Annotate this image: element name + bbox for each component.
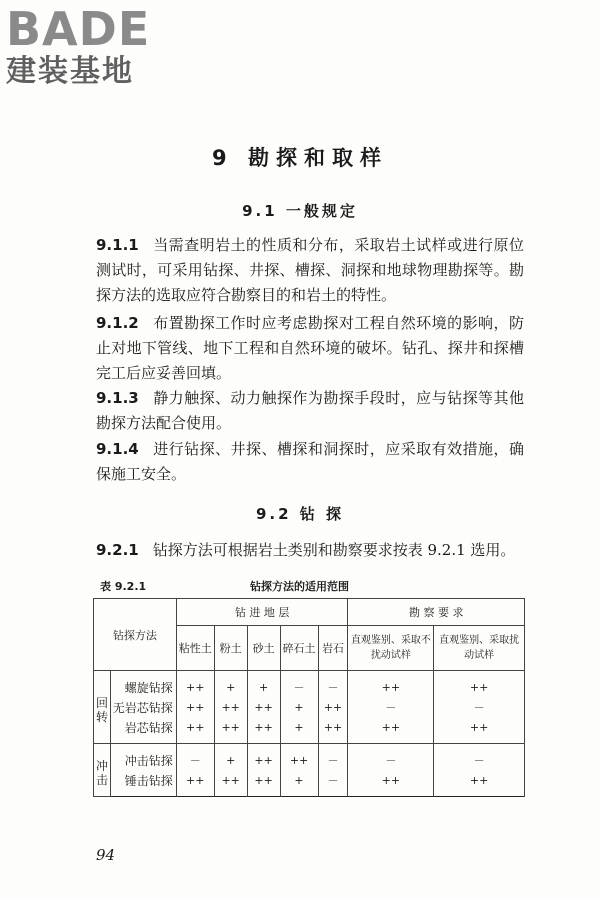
table-cell: ++ <box>176 697 214 717</box>
table-cell: ++ <box>247 770 280 797</box>
method-name: 无岩芯钻探 <box>110 697 176 717</box>
clause-text: 布置勘探工作时应考虑勘探对工程自然环境的影响，防止对地下管线、地下工程和自然环境的破坏。钻孔、探井和探槽完工后应妥善回填。 <box>96 314 524 382</box>
table-cell: ++ <box>348 770 434 797</box>
header-method: 钻探方法 <box>94 599 177 671</box>
clause-number: 9.1.3 <box>96 389 139 407</box>
drilling-method-table <box>93 598 525 797</box>
table-cell: ++ <box>176 770 214 797</box>
table-row <box>94 770 525 797</box>
table-cell: － <box>318 671 348 698</box>
table-cell: ++ <box>348 717 434 744</box>
clause-9-2-1 <box>96 538 524 563</box>
clause-number: 9.1.2 <box>96 314 139 332</box>
section-title-9-1: 9.1 一般规定 <box>242 202 358 220</box>
logo-subtitle: 建装基地 <box>6 54 134 89</box>
table-cell: － <box>280 671 318 698</box>
table-cell: + <box>280 770 318 797</box>
table-row <box>94 744 525 771</box>
table-cell: ++ <box>434 717 525 744</box>
clause-text: 钻探方法可根据岩土类别和勘察要求按表 9.2.1 选用。 <box>152 541 516 559</box>
table-cell: － <box>348 697 434 717</box>
table-row <box>94 697 525 717</box>
table-cell: + <box>214 744 247 771</box>
method-name: 冲击钻探 <box>110 744 176 771</box>
table-row <box>94 717 525 744</box>
page-number: 94 <box>96 846 116 864</box>
table-cell: ++ <box>318 697 348 717</box>
header-stratum: 粘性土 <box>176 626 214 671</box>
clause-number: 9.1.4 <box>96 440 139 458</box>
table-cell: － <box>318 744 348 771</box>
header-survey: 直观鉴别、采取不扰动试样 <box>348 626 434 671</box>
table-cell: ++ <box>176 671 214 698</box>
header-stratum: 岩石 <box>318 626 348 671</box>
clause-9-1-3 <box>96 386 524 436</box>
table-cell: ++ <box>214 717 247 744</box>
clause-9-1-2 <box>96 311 524 386</box>
table-cell: － <box>318 770 348 797</box>
table-cell: + <box>280 697 318 717</box>
table-cell: ++ <box>214 770 247 797</box>
table-cell: ++ <box>280 744 318 771</box>
table-title: 钻探方法的适用范围 <box>250 580 349 593</box>
method-name: 螺旋钻探 <box>110 671 176 698</box>
header-stratum: 砂土 <box>247 626 280 671</box>
clause-number: 9.1.1 <box>96 236 139 254</box>
header-strata-group: 钻 进 地 层 <box>176 599 348 626</box>
table-cell: ++ <box>176 717 214 744</box>
clause-9-1-1 <box>96 233 524 308</box>
group-label-percussion: 冲击 <box>94 744 111 797</box>
clause-text: 进行钻探、井探、槽探和洞探时，应采取有效措施，确保施工安全。 <box>96 440 524 483</box>
header-survey: 直观鉴别、采取扰动试样 <box>434 626 525 671</box>
table-cell: ++ <box>434 671 525 698</box>
logo-wordmark: BADE <box>6 2 151 56</box>
table-cell: ++ <box>434 770 525 797</box>
clause-text: 当需查明岩土的性质和分布，采取岩土试样或进行原位测试时，可采用钻探、井探、槽探、洞探和地球物理勘探等。勘探方法的选取应符合勘察目的和岩土的特性。 <box>96 236 524 304</box>
table-cell: ++ <box>214 697 247 717</box>
section-title-9-2: 9.2 钻 探 <box>255 505 345 523</box>
table-cell: － <box>434 697 525 717</box>
table-cell: － <box>348 744 434 771</box>
table-cell: － <box>176 744 214 771</box>
table-cell: ++ <box>348 671 434 698</box>
table-cell: ++ <box>247 697 280 717</box>
table-cell: － <box>434 744 525 771</box>
table-number: 表 9.2.1 <box>100 580 147 593</box>
method-name: 岩芯钻探 <box>110 717 176 744</box>
table-row <box>94 671 525 698</box>
clause-9-1-4 <box>96 437 524 487</box>
method-name: 锤击钻探 <box>110 770 176 797</box>
header-stratum: 粉土 <box>214 626 247 671</box>
site-logo <box>6 4 150 90</box>
group-label-rotary: 回转 <box>94 671 111 744</box>
table-cell: ++ <box>247 717 280 744</box>
table-cell: + <box>280 717 318 744</box>
table-cell: ++ <box>247 744 280 771</box>
table-cell: + <box>214 671 247 698</box>
clause-number: 9.2.1 <box>96 541 139 559</box>
table-cell: + <box>247 671 280 698</box>
header-survey-group: 勘 察 要 求 <box>348 599 525 626</box>
header-stratum: 碎石土 <box>280 626 318 671</box>
clause-text: 静力触探、动力触探作为勘探手段时，应与钻探等其他勘探方法配合使用。 <box>96 389 524 432</box>
table-cell: ++ <box>318 717 348 744</box>
chapter-title: 9 勘探和取样 <box>212 146 388 170</box>
